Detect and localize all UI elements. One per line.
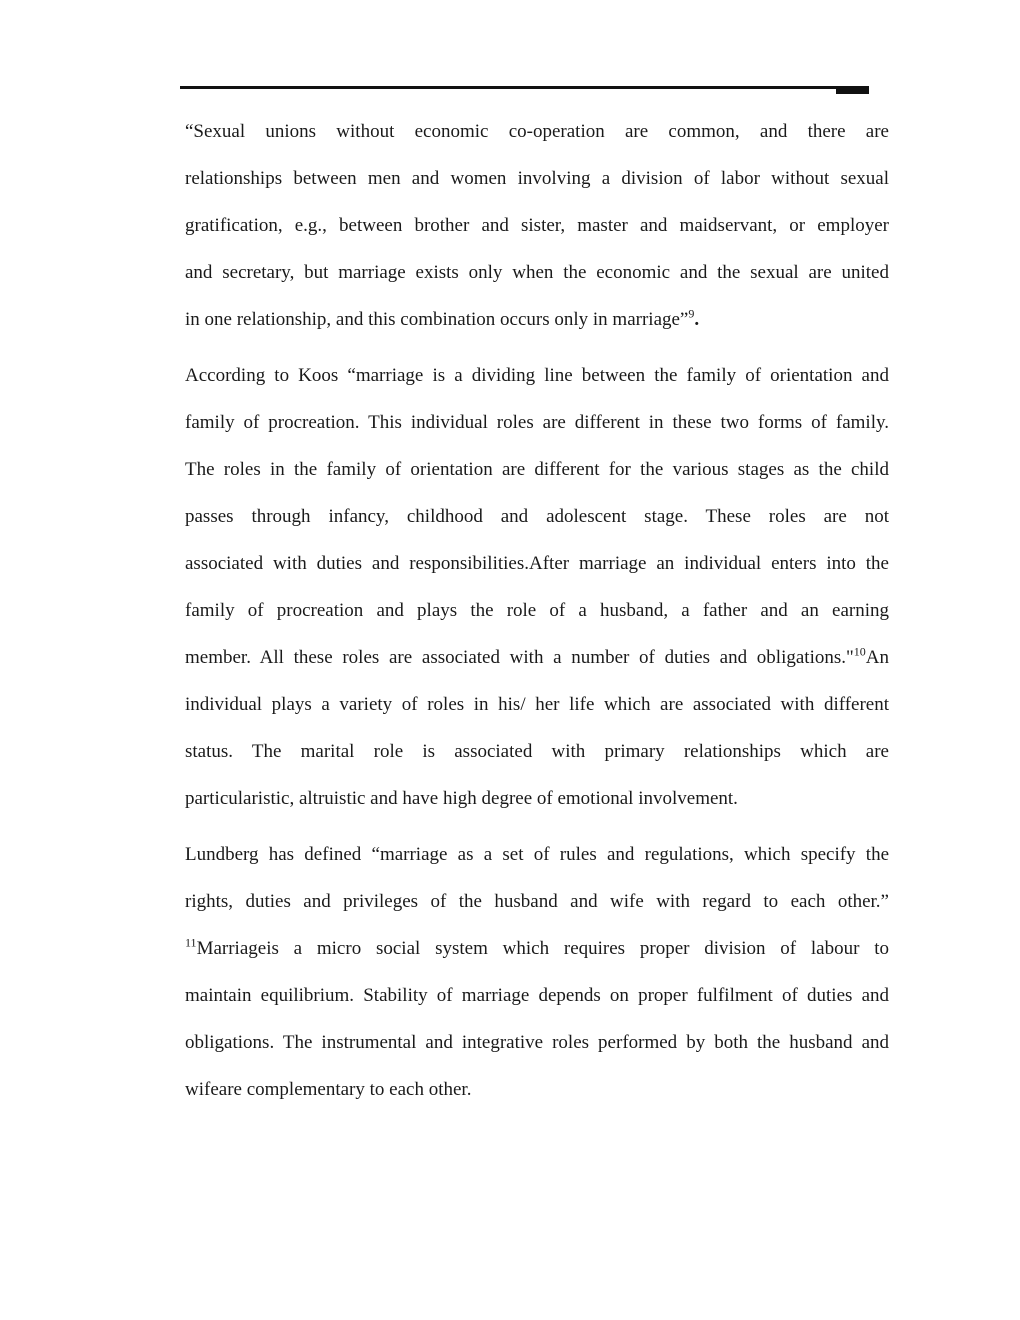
footnote-ref-11: 11 — [185, 935, 197, 950]
text-line: relationships between men and women involving a division of labor without sexual — [185, 168, 889, 189]
text-line: $^{11}$Marriageis a micro social system which requires proper division of labour to — [185, 935, 889, 959]
paragraph-3 — [185, 831, 889, 1113]
footnote-ref-10: 10 — [853, 644, 866, 659]
text-line: rights, duties and privileges of the husband and wife with regard to each other.” — [185, 891, 889, 912]
text-line: wifeare complementary to each other. — [185, 1079, 472, 1100]
text-line: particularistic, altruistic and have high degree of emotional involvement. — [185, 788, 738, 809]
text-line: gratification, e.g., between brother and sister, master and maidservant, or employer — [185, 215, 889, 236]
text-line: Lundberg has defined “marriage as a set of rules and regulations, which specify the — [185, 844, 889, 865]
paragraph-1 — [185, 108, 889, 343]
footnote-ref-9: 9 — [688, 306, 695, 321]
text-line: family of procreation and plays the role of a husband, a father and an earning — [185, 600, 889, 621]
text-line: individual plays a variety of roles in his/ her life which are associated with different — [185, 694, 889, 715]
text-line: status. The marital role is associated with primary relationships which are — [185, 741, 889, 762]
header-rule-tab — [836, 86, 869, 94]
text-line: “Sexual unions without economic co-operation are common, and there are — [185, 121, 889, 142]
text-line: According to Koos “marriage is a dividing line between the family of orientation and — [185, 365, 889, 386]
text-line: obligations. The instrumental and integrative roles performed by both the husband and — [185, 1032, 889, 1053]
text-line: member. All these roles are associated with a number of duties and obligations."$^{10}$An — [185, 644, 889, 668]
body-text — [185, 108, 889, 1113]
text-line: in one relationship, and this combination occurs only in marriage”$^9$. — [185, 306, 700, 330]
text-line: passes through infancy, childhood and adolescent stage. These roles are not — [185, 506, 889, 527]
text-line: associated with duties and responsibilities.After marriage an individual enters into the — [185, 553, 889, 574]
text-line: family of procreation. This individual roles are different in these two forms of family. — [185, 412, 889, 433]
header-rule — [180, 86, 840, 89]
paragraph-2 — [185, 352, 889, 822]
text-line: and secretary, but marriage exists only when the economic and the sexual are united — [185, 262, 889, 283]
text-line: maintain equilibrium. Stability of marriage depends on proper fulfilment of duties and — [185, 985, 889, 1006]
text-line: The roles in the family of orientation are different for the various stages as the child — [185, 459, 889, 480]
